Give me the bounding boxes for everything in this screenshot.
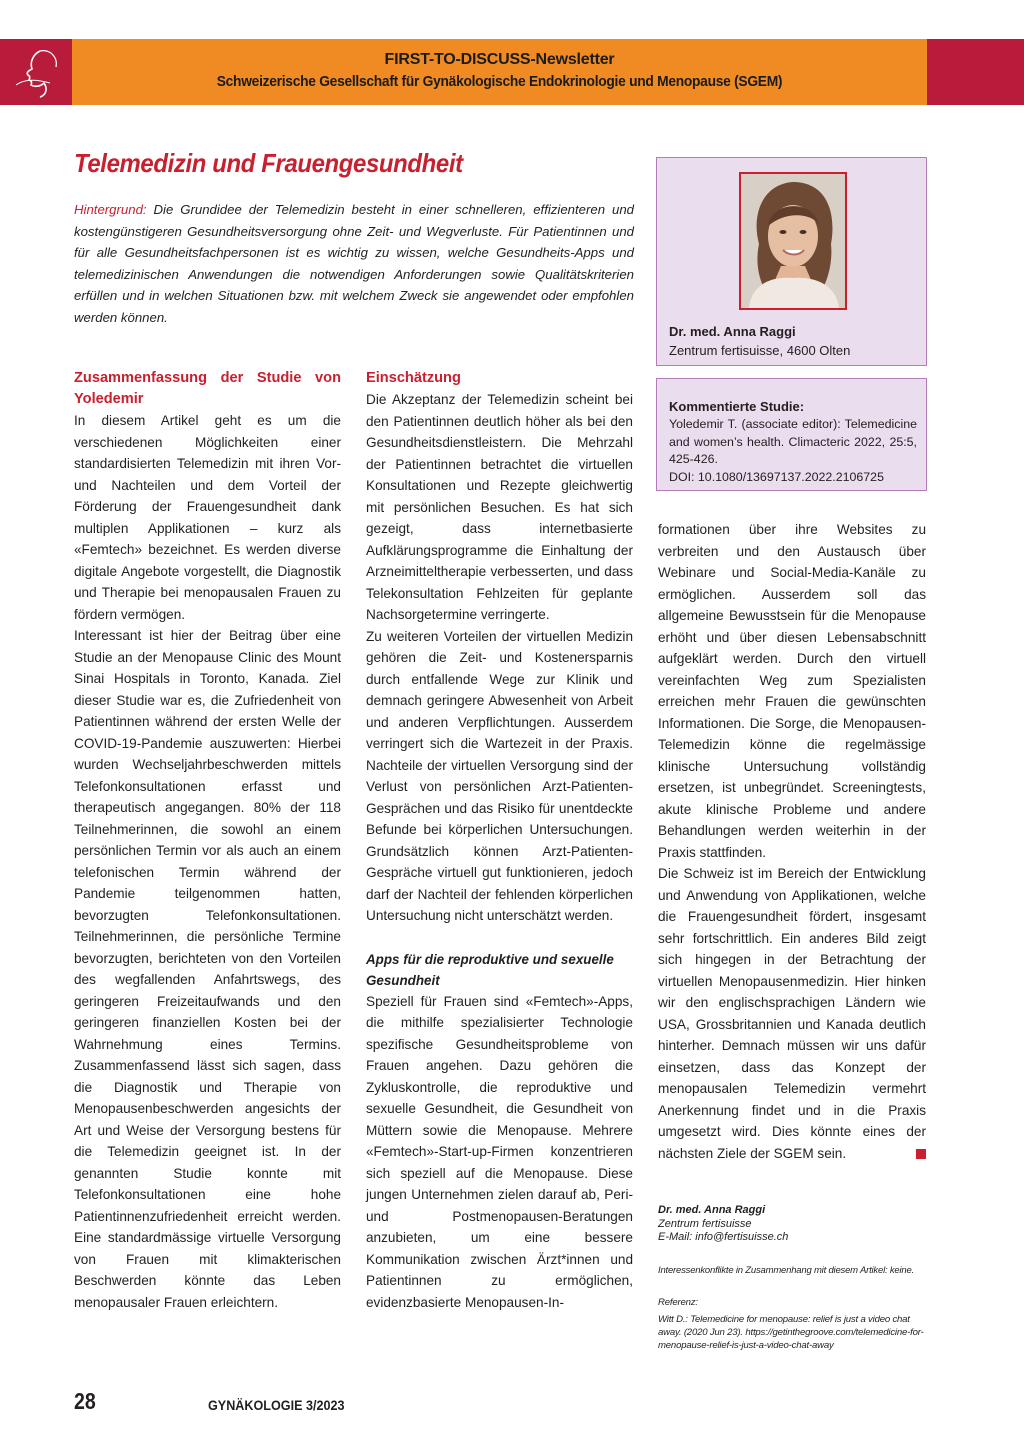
reference-text[interactable]: Witt D.: Telemedicine for menopause: relief is just a video chat away. (2020 Jun 23). https://getinthegroove.com/telemedicine-for-menopause-relief-is-just-a-video-chat-away bbox=[658, 1314, 924, 1351]
page-number: 28 bbox=[74, 1388, 96, 1414]
intro-text: Die Grundidee der Telemedizin besteht in einer schnelleren, effizienteren und kostengünstigeren Gesundheitsversorgung ohne Zeit- und Wegverluste. Für Patientinnen und für alle Gesundheitsfachpersonen ist es wichtig zu wissen, welche Gesundheits-Apps und telemedizinischen Anwendungen die notwendigen Anforderungen sowie Qualitätskriterien erfüllen und in welchen Situationen bzw. mit welchem Zweck sie angewendet oder empfohlen werden können. bbox=[74, 202, 634, 325]
newsletter-title: FIRST-TO-DISCUSS-Newsletter bbox=[384, 51, 615, 68]
study-box bbox=[656, 378, 927, 491]
reference-label: Referenz: bbox=[658, 1297, 698, 1308]
article-title: Telemedizin und Frauengesundheit bbox=[74, 148, 463, 178]
col1-paragraph-2: Interessant ist hier der Beitrag über eine Studie an der Menopause Clinic des Mount Sinai Hospitals in Toronto, Kanada. Ziel dieser Studie war es, die Zufriedenheit von Patientinnen während der ersten Welle der COVID-19-Pandemie auszuwerten: Hierbei wurden Wechseljahrbeschwerden mittels Telefonkonsultationen erfasst und therapeutisch angegangen. 80% der 118 Teilnehmerinnen, die sowohl an einem persönlichen Termin vor als auch an einem telefonischen Termin während der Pandemie teilgenommen hatten, bevorzugten Telefonkonsultationen. Teilnehmerinnen, die persönliche Termine bevorzugten, berichteten von den Vorteilen des wegfallenden Anfahrtswegs, des geringeren Freizeitaufwands und den geringeren finanziellen Kosten bei der Wahrnehmung eines Termins. Zusammenfassend lässt sich sagen, dass die Diagnostik und Therapie von Menopausenbeschwerden angesichts der Art und Weise der Versorgung bestens für die Telemedizin geeignet ist. In der genannten Studie konnte mit Telefonkonsultationen eine hohe Patientinnenzufriedenheit erreicht werden. Eine standardmässige virtuelle Versorgung von Frauen mit klimakterischen Beschwerden könnte das Leben menopausaler Frauen erleichtern. bbox=[74, 628, 341, 1310]
woman-profile-logo-icon bbox=[10, 45, 62, 99]
reference-block bbox=[658, 1296, 926, 1352]
col3-paragraph-1: formationen über ihre Websites zu verbreiten und den Austausch über Webinare und Social-Media-Kanäle zu ermöglichen. Ausserdem soll das allgemeine Bewusstsein für die Menopause erhöht und über diesen Lebensabschnitt aufgeklärt werden. Durch den virtuell vereinfachten Weg zum Spezialisten erreichen mehr Frauen die gewünschten Informationen. Die Sorge, die Menopausen-Telemedizin könne die regelmässige klinische Untersuchung vollständig ersetzen, ist unbegründet. Screeningtests, akute klinische Probleme und andere Behandlungen werden weiterhin in der Praxis stattfinden. bbox=[658, 522, 926, 860]
col3-paragraph-2-text: Die Schweiz ist im Bereich der Entwicklung und Anwendung von Applikationen, welche die Frauengesundheit fördert, insgesamt sehr fortschrittlich. Ein anderes Bild zeigt sich hingegen in der Betrachtung der virtuellen Menopausenmedizin. Hier hinken wir den englischsprachigen Ländern wie USA, Grossbritannien und Kanada deutlich hinterher. Demnach müssen wir uns dafür einsetzen, dass das Konzept der menopausalen Telemedizin vermehrt Anerkennung findet und in die Praxis umgesetzt wird. Dies könnte eines der nächsten Ziele der SGEM sein. bbox=[658, 866, 926, 1161]
study-heading: Kommentierte Studie: bbox=[669, 399, 805, 414]
col1-paragraph-1: In diesem Artikel geht es um die verschiedenen Möglichkeiten einer standardisierten Telemedizin mit ihren Vor- und Nachteilen und dem Vorteil der Förderung der Frauengesundheit dank multiplen Applikationen – kurz als «Femtech» bezeichnet. Es werden diverse digitale Angebote vorgestellt, die Diagnostik und Therapie bei menopausalen Frauen zu fördern vermögen. bbox=[74, 413, 341, 622]
intro-lead: Hintergrund: bbox=[74, 202, 147, 217]
col2-paragraph-3: Speziell für Frauen sind «Femtech»-Apps, die mithilfe spezialisierter Technologie spezifische Gesundheitsprobleme von Frauen angehen. Dazu gehören die Zykluskontrolle, die reproduktive und sexuelle Gesundheit, die Gesundheit von Müttern sowie die Menopause. Mehrere «Femtech»-Start-up-Firmen konzentrieren sich speziell auf die Menopause. Diese jungen Unternehmen zielen darauf ab, Peri- und Postmenopausen-Beratungen anzubieten, um eine bessere Kommunikation zwischen Ärzt*innen und Patientinnen zu ermöglichen, evidenzbasierte Menopausen-In- bbox=[366, 993, 633, 1310]
column-2 bbox=[366, 368, 633, 1313]
study-text: Yoledemir T. (associate editor): Telemedicine and women’s health. Climacteric 2022, 25:5, 425-426. bbox=[669, 417, 917, 466]
newsletter-header bbox=[72, 39, 927, 105]
author-box bbox=[656, 157, 927, 366]
author-photo bbox=[739, 172, 847, 310]
magazine-issue: GYNÄKOLOGIE 3/2023 bbox=[208, 1397, 345, 1413]
col2-subheading: Apps für die reproduktive und sexuelle Gesundheit bbox=[366, 951, 614, 988]
study-citation bbox=[669, 416, 917, 486]
author-institution: Zentrum fertisuisse, 4600 Olten bbox=[669, 343, 851, 358]
portrait-image bbox=[741, 174, 845, 308]
col3-paragraph-2 bbox=[658, 863, 926, 1164]
article-intro bbox=[74, 199, 634, 328]
column-3 bbox=[658, 519, 926, 1164]
signature-name: Dr. med. Anna Raggi bbox=[658, 1204, 766, 1216]
col2-paragraph-2: Zu weiteren Vorteilen der virtuellen Medizin gehören die Zeit- und Kostenersparnis durch entfallende Wege zur Klinik und demnach geringere Abwesenheit von Arbeit und anderen Verpflichtungen. Ausserdem verringert sich die Wartezeit in der Praxis. Nachteile der virtuellen Versorgung sind der Verlust von persönlichen Arzt-Patienten-Gesprächen und das Risiko für unentdeckte Befunde bei körperlichen Untersuchungen. Grundsätzlich können Arzt-Patienten-Gespräche virtuell gut funktionieren, jedoch darf der Nachteil der fehlenden körperlichen Untersuchung nicht unterschätzt werden. bbox=[366, 628, 633, 923]
author-name: Dr. med. Anna Raggi bbox=[669, 324, 796, 339]
column-1 bbox=[74, 368, 341, 1313]
end-mark-icon bbox=[916, 1149, 926, 1159]
col2-heading: Einschätzung bbox=[366, 370, 461, 386]
header-left-band bbox=[0, 39, 72, 105]
col1-heading: Zusammenfassung der Studie von Yoledemir bbox=[74, 370, 341, 407]
signature-org: Zentrum fertisuisse bbox=[658, 1217, 752, 1230]
society-name: Schweizerische Gesellschaft für Gynäkologische Endokrinologie und Menopause (SGEM) bbox=[216, 73, 783, 90]
conflict-of-interest: Interessenkonflikte in Zusammenhang mit diesem Artikel: keine. bbox=[658, 1265, 915, 1276]
author-signature bbox=[658, 1204, 926, 1245]
signature-email[interactable]: E-Mail: info@fertisuisse.ch bbox=[658, 1231, 789, 1243]
col2-paragraph-1: Die Akzeptanz der Telemedizin scheint bei den Patientinnen deutlich höher als bei den Gesundheitsdienstleistern. Die Mehrzahl der Patientinnen betrachtet die virtuellen Konsultationen und Rezepte gleichwertig mit persönlichen Besuchen. Es hat sich gezeigt, dass internetbasierte Aufklärungsprogramme die Einhaltung der Arzneimitteltherapie verbesserten, und dass Telekonsultation Fehlzeiten für geplante Nachsorgetermine verringerte. bbox=[366, 392, 633, 622]
study-doi: DOI: 10.1080/13697137.2022.2106725 bbox=[669, 469, 884, 484]
header-right-band bbox=[927, 39, 1024, 105]
